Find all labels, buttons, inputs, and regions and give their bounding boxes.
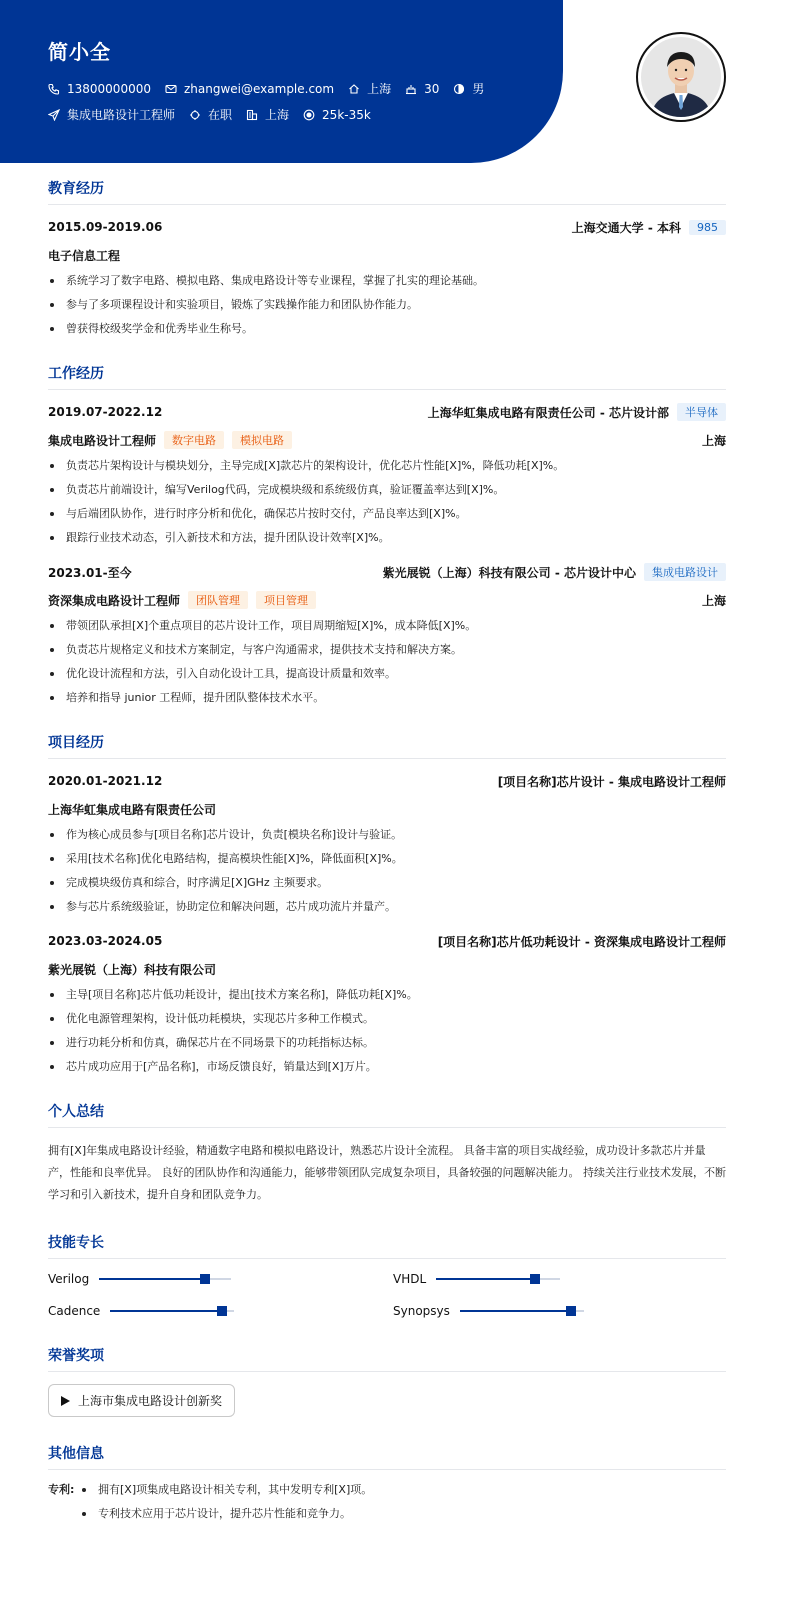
skill-name: Synopsys <box>393 1304 450 1318</box>
skill-knob <box>566 1306 576 1316</box>
gender-info <box>453 80 484 97</box>
award-item[interactable] <box>48 1384 235 1417</box>
work-city-info <box>246 106 289 123</box>
education-title: 教育经历 <box>48 178 726 205</box>
skill-name: Cadence <box>48 1304 101 1318</box>
play-icon <box>61 1396 70 1406</box>
city-info <box>348 80 391 97</box>
status-text: 在职 <box>208 108 233 122</box>
project-org: 上海华虹集成电路有限责任公司 <box>48 802 217 817</box>
list-item: 优化电源管理架构，设计低功耗模块，实现芯片多种工作模式。 <box>48 1011 726 1027</box>
home-icon <box>348 83 360 95</box>
city-text: 上海 <box>367 82 392 96</box>
education-section <box>48 178 726 337</box>
work-period: 2019.07-2022.12 <box>48 405 163 419</box>
list-item: 曾获得校级奖学金和优秀毕业生称号。 <box>48 321 726 337</box>
skill-knob <box>217 1306 227 1316</box>
phone-icon <box>48 83 60 95</box>
company-name: 上海华虹集成电路有限责任公司 - 芯片设计部 <box>427 405 669 420</box>
resume-content <box>48 178 726 1556</box>
list-item: 完成模块级仿真和综合，时序满足[X]GHz 主频要求。 <box>48 875 726 891</box>
list-item: 专利技术应用于芯片设计，提升芯片性能和竞争力。 <box>80 1506 372 1522</box>
position-text: 集成电路设计工程师 <box>67 108 176 122</box>
refresh-icon <box>189 109 201 121</box>
other-title: 其他信息 <box>48 1443 726 1470</box>
skill-fill <box>110 1310 222 1312</box>
skills-title: 技能专长 <box>48 1232 726 1259</box>
email-info <box>165 82 334 96</box>
school-name: 上海交通大学 - 本科 <box>571 220 681 235</box>
phone-info <box>48 82 151 96</box>
work-city-text: 上海 <box>265 108 290 122</box>
skill-fill <box>460 1310 572 1312</box>
awards-section <box>48 1345 726 1417</box>
phone-text: 13800000000 <box>67 81 151 96</box>
list-item: 跟踪行业技术动态，引入新技术和方法，提升团队设计效率[X]%。 <box>48 530 726 546</box>
education-entry <box>48 217 726 337</box>
job-role: 资深集成电路设计工程师 <box>48 593 181 608</box>
summary-text: 拥有[X]年集成电路设计经验，精通数字电路和模拟电路设计，熟悉芯片设计全流程。 具备丰富的项目实战经验，成功设计多款芯片并量产，性能和良率优异。 良好的团队协作和沟通能力，能够带领团队完成复杂项目，具备较强的问题解决能力。 持续关注行业技术发展，不断学习和引入新技术，提升自身和团队竞争力。 <box>48 1144 726 1201</box>
age-text: 30 <box>424 81 440 96</box>
skill-item <box>48 1271 393 1287</box>
list-item: 培养和指导 junior 工程师，提升团队整体技术水平。 <box>48 690 726 706</box>
skills-section <box>48 1232 726 1319</box>
job-location: 上海 <box>701 593 726 608</box>
salary-info <box>303 108 371 122</box>
list-item: 采用[技术名称]优化电路结构，提高模块性能[X]%，降低面积[X]%。 <box>48 851 726 867</box>
awards-title: 荣誉奖项 <box>48 1345 726 1372</box>
work-period: 2023.01-至今 <box>48 565 132 580</box>
project-period: 2020.01-2021.12 <box>48 774 163 788</box>
skill-item <box>48 1303 393 1319</box>
company-name: 紫光展锐（上海）科技有限公司 - 芯片设计中心 <box>382 565 636 580</box>
skill-tag: 项目管理 <box>256 591 316 609</box>
building-icon <box>246 109 258 121</box>
skill-tag: 数字电路 <box>164 431 224 449</box>
skill-bar <box>99 1278 231 1280</box>
gender-text: 男 <box>472 82 485 96</box>
list-item: 参与芯片系统级验证，协助定位和解决问题，芯片成功流片并量产。 <box>48 899 726 915</box>
list-item: 优化设计流程和方法，引入自动化设计工具，提高设计质量和效率。 <box>48 666 726 682</box>
industry-tag: 半导体 <box>677 403 726 421</box>
profile-photo <box>641 37 721 117</box>
list-item: 带领团队承担[X]个重点项目的芯片设计工作，项目周期缩短[X]%，成本降低[X]%。 <box>48 618 726 634</box>
education-bullets <box>48 273 726 337</box>
project-org: 紫光展锐（上海）科技有限公司 <box>48 962 217 977</box>
mail-icon <box>165 83 177 95</box>
skill-bar <box>460 1310 584 1312</box>
list-item: 参与了多项课程设计和实验项目，锻炼了实践操作能力和团队协作能力。 <box>48 297 726 313</box>
skill-knob <box>200 1274 210 1284</box>
list-item: 主导[项目名称]芯片低功耗设计，提出[技术方案名称]，降低功耗[X]%。 <box>48 987 726 1003</box>
email-text: zhangwei@example.com <box>183 81 335 96</box>
skill-bar <box>110 1310 234 1312</box>
list-item: 进行功耗分析和仿真，确保芯片在不同场景下的功耗指标达标。 <box>48 1035 726 1051</box>
project-name: [项目名称]芯片低功耗设计 - 资深集成电路设计工程师 <box>437 934 726 949</box>
patent-label: 专利: <box>48 1483 75 1496</box>
summary-title: 个人总结 <box>48 1101 726 1128</box>
project-entry <box>48 931 726 1075</box>
list-item: 与后端团队协作，进行时序分析和优化，确保芯片按时交付，产品良率达到[X]%。 <box>48 506 726 522</box>
coin-icon <box>303 109 315 121</box>
list-item: 作为核心成员参与[项目名称]芯片设计，负责[模块名称]设计与验证。 <box>48 827 726 843</box>
skill-name: Verilog <box>48 1272 90 1286</box>
project-name: [项目名称]芯片设计 - 集成电路设计工程师 <box>497 774 726 789</box>
list-item: 负责芯片前端设计，编写Verilog代码，完成模块级和系统级仿真，验证覆盖率达到[X]%。 <box>48 482 726 498</box>
list-item: 芯片成功应用于[产品名称]，市场反馈良好，销量达到[X]万片。 <box>48 1059 726 1075</box>
status-info <box>189 106 232 123</box>
project-entry <box>48 771 726 915</box>
industry-tag: 集成电路设计 <box>644 563 726 581</box>
work-entry <box>48 562 726 706</box>
candidate-name: 简小全 <box>48 40 111 64</box>
skill-fill <box>99 1278 205 1280</box>
patent-block <box>48 1482 726 1530</box>
other-section <box>48 1443 726 1530</box>
work-section <box>48 363 726 706</box>
education-major-row <box>48 245 726 265</box>
list-item: 负责芯片架构设计与模块划分，主导完成[X]款芯片的架构设计，优化芯片性能[X]%，降低功耗[X]%。 <box>48 458 726 474</box>
skill-item <box>393 1303 726 1319</box>
skill-item <box>393 1271 726 1287</box>
list-item: 拥有[X]项集成电路设计相关专利，其中发明专利[X]项。 <box>80 1482 372 1498</box>
list-item: 系统学习了数字电路、模拟电路、集成电路设计等专业课程，掌握了扎实的理论基础。 <box>48 273 726 289</box>
position-info <box>48 106 175 123</box>
salary-text: 25k-35k <box>322 107 371 122</box>
school-tag: 985 <box>689 220 726 235</box>
job-location: 上海 <box>701 433 726 448</box>
major-name: 电子信息工程 <box>48 248 121 263</box>
list-item: 负责芯片规格定义和技术方案制定，与客户沟通需求，提供技术支持和解决方案。 <box>48 642 726 658</box>
avatar <box>636 32 726 122</box>
award-text: 上海市集成电路设计创新奖 <box>78 1394 223 1408</box>
skill-fill <box>436 1278 535 1280</box>
project-title: 项目经历 <box>48 732 726 759</box>
project-section <box>48 732 726 1075</box>
summary-section <box>48 1101 726 1206</box>
job-intent-row <box>48 106 385 123</box>
work-title: 工作经历 <box>48 363 726 390</box>
send-icon <box>48 109 60 121</box>
cake-icon <box>405 83 417 95</box>
contact-row <box>48 80 498 97</box>
education-period: 2015.09-2019.06 <box>48 220 163 234</box>
education-head-row <box>48 217 726 237</box>
skill-knob <box>530 1274 540 1284</box>
age-info <box>405 82 439 96</box>
job-role: 集成电路设计工程师 <box>48 433 157 448</box>
skill-tag: 模拟电路 <box>232 431 292 449</box>
skill-bar <box>436 1278 560 1280</box>
project-period: 2023.03-2024.05 <box>48 934 163 948</box>
skill-name: VHDL <box>393 1272 427 1286</box>
skills-grid <box>48 1271 726 1319</box>
skill-tag: 团队管理 <box>188 591 248 609</box>
gender-icon <box>453 83 465 95</box>
work-entry <box>48 402 726 546</box>
